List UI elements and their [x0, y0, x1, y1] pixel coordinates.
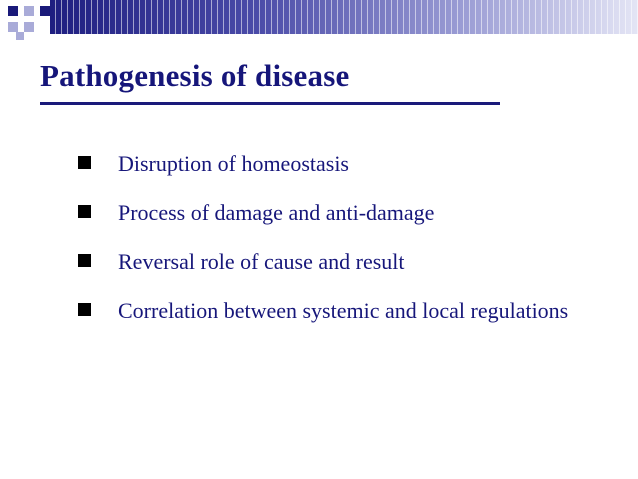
bullet-text: Reversal role of cause and result	[118, 249, 405, 274]
corner-square	[24, 22, 34, 32]
square-bullet-icon	[78, 303, 91, 316]
bullet-item	[78, 295, 578, 327]
corner-square	[40, 6, 50, 16]
bullet-item	[78, 246, 578, 278]
slide-title: Pathogenesis of disease	[40, 58, 350, 93]
bullet-list	[78, 148, 578, 344]
square-bullet-icon	[78, 205, 91, 218]
bullet-item	[78, 197, 578, 229]
corner-square	[8, 6, 18, 16]
title-underline	[40, 102, 500, 105]
bullet-text: Process of damage and anti-damage	[118, 200, 435, 225]
bullet-text: Disruption of homeostasis	[118, 151, 349, 176]
bullet-item	[78, 148, 578, 180]
square-bullet-icon	[78, 254, 91, 267]
corner-square	[8, 22, 18, 32]
corner-square	[24, 6, 34, 16]
bullet-text: Correlation between systemic and local regulations	[118, 298, 569, 323]
corner-square	[16, 32, 24, 40]
header-stripe-band	[50, 0, 638, 34]
square-bullet-icon	[78, 156, 91, 169]
